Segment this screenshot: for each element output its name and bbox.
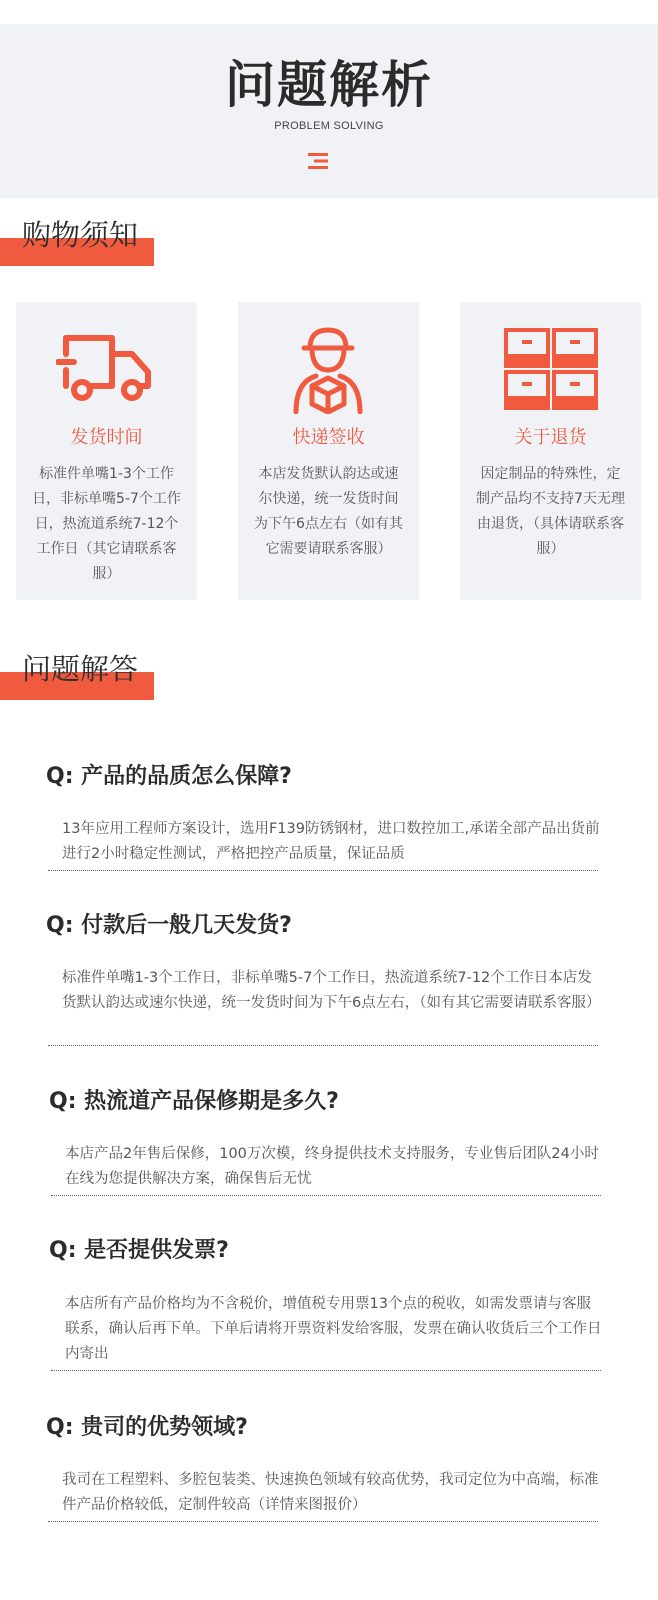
card-shipping-time [16,302,197,600]
card-returns [460,302,641,600]
dotted-divider [48,870,598,871]
card-description: 标准件单嘴1-3个工作日，非标单嘴5-7个工作日，热流道系统7-12个工作日（其它请联系客服） [32,466,181,582]
faq-question: Q: 付款后一般几天发货? [46,913,292,938]
menu-lines-icon [308,152,330,170]
card-description: 本店发货默认韵达或速尔快递，统一发货时间为下午6点左右（如有其它需要请联系客服） [254,466,403,557]
boxes-icon [500,324,601,414]
card-description: 因定制品的特殊性，定制产品均不支持7天无理由退货，（具体请联系客服） [476,466,625,557]
notice-section-heading [0,216,154,266]
faq-question: Q: 热流道产品保修期是多久? [49,1089,339,1114]
dotted-divider [51,1195,601,1196]
card-delivery-signing [238,302,419,600]
faq-answer: 13年应用工程师方案设计，选用F139防锈钢材，进口数控加工,承诺全部产品出货前进行2小时稳定性测试，严格把控产品质量，保证品质 [62,821,600,862]
faq-answer: 本店产品2年售后保修，100万次模，终身提供技术支持服务，专业售后团队24小时在线为您提供解决方案，确保售后无忧 [65,1146,599,1187]
faq-question: Q: 产品的品质怎么保障? [46,764,292,789]
faq-answer: 本店所有产品价格均为不含税价，增值税专用票13个点的税收，如需发票请与客服联系，确认后再下单。下单后请将开票资料发给客服，发票在确认收货后三个工作日内寄出 [65,1296,602,1362]
faq-answer: 我司在工程塑料、多腔包装类、快速换色领域有较高优势，我司定位为中高端，标准件产品价格较低，定制件较高（详情来图报价） [62,1472,599,1513]
card-title: 快递签收 [292,427,365,448]
card-title: 关于退货 [514,427,587,448]
faq-question: Q: 贵司的优势领域? [46,1415,248,1440]
courier-icon [278,324,379,414]
notice-heading-text: 购物须知 [22,218,139,252]
dotted-divider [51,1370,601,1371]
page-title: 问题解析 [225,56,433,114]
faq-heading-text: 问题解答 [22,652,139,686]
faq-question: Q: 是否提供发票? [49,1238,229,1263]
faq-section-heading [0,650,154,700]
card-title: 发货时间 [70,427,143,448]
dotted-divider [48,1521,598,1522]
faq-answer: 标准件单嘴1-3个工作日，非标单嘴5-7个工作日，热流道系统7-12个工作日本店发货默认韵达或速尔快递，统一发货时间为下午6点左右，（如有其它需要请联系客服） [62,970,601,1011]
truck-icon [56,324,157,414]
page-subtitle: PROBLEM SOLVING [274,120,384,132]
dotted-divider [48,1045,598,1046]
